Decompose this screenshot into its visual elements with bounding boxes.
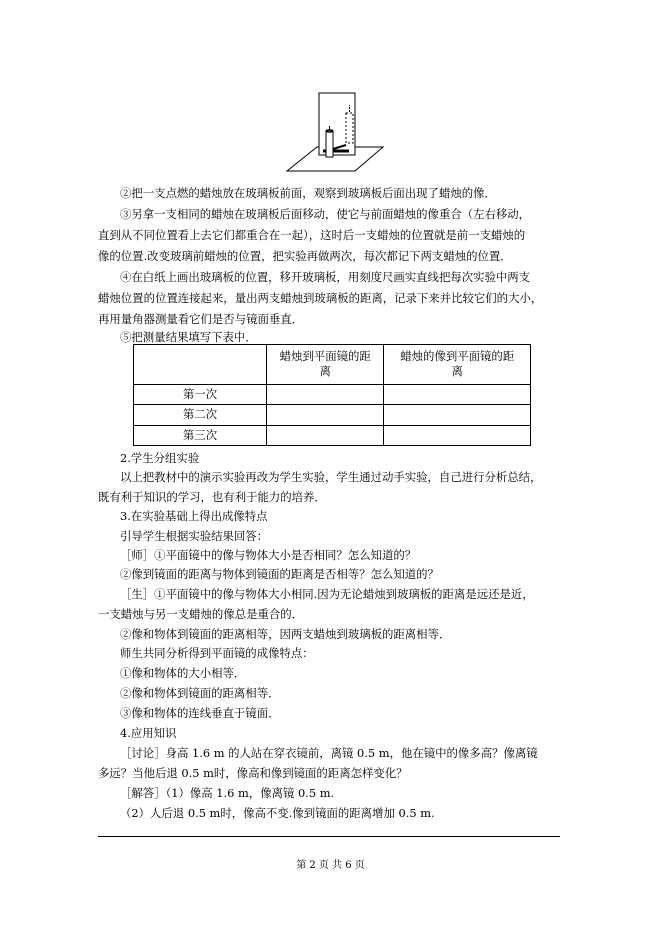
table-cell — [384, 405, 531, 425]
table-cell — [267, 384, 384, 404]
text-line: 多远？当他后退 0.5 m时，像高和像到镜面的距离怎样变化？ — [98, 766, 408, 780]
table-cell — [384, 425, 531, 445]
text-line: 3.在实验基础上得出成像特点 — [120, 509, 268, 523]
text-line: 像的位置.改变玻璃前蜡烛的位置，把实验再做两次，每次都记下两支蜡烛的位置． — [98, 249, 512, 263]
header-line: 离 — [451, 364, 463, 379]
text-line: 直到从不同位置看上去它们都重合在一起），这时后一支蜡烛的位置就是前一支蜡烛的 — [98, 228, 526, 242]
text-line: ［解答］（1）像高 1.6 m，像离镜 0.5 m. — [120, 786, 335, 800]
table-header-candle-distance — [267, 345, 384, 385]
header-line: 蜡烛的像到平面镜的距 — [400, 349, 515, 364]
table-header-blank — [134, 345, 267, 385]
table-cell: 第二次 — [134, 405, 267, 425]
text-line: ④在白纸上画出玻璃板的位置，移开玻璃板，用刻度尺画实直线把每次实验中两支 — [120, 270, 531, 284]
table-row — [134, 405, 531, 425]
table-row — [134, 384, 531, 404]
header-line: 蜡烛到平面镜的距 — [279, 349, 371, 364]
text-line: 2.学生分组实验 — [120, 451, 200, 465]
text-line: 以上把教材中的演示实验再改为学生实验，学生通过动手实验，自己进行分析总结， — [120, 470, 542, 484]
table-cell: 第三次 — [134, 425, 267, 445]
table-header-row — [134, 345, 531, 385]
table-cell — [384, 384, 531, 404]
text-line: ②像和物体到镜面的距离相等，因两支蜡烛到玻璃板的距离相等． — [120, 627, 451, 641]
table-cell: 第一次 — [134, 384, 267, 404]
table-header-image-distance — [384, 345, 531, 385]
footer-rule — [98, 836, 560, 837]
header-line: 离 — [319, 364, 331, 379]
text-line: ［生］①平面镜中的像与物体大小相同.因为无论蜡烛到玻璃板的距离是远还是近， — [120, 587, 534, 601]
text-line: 再用量角器测量看它们是否与镜面垂直． — [98, 312, 304, 326]
text-line: 蜡烛位置的位置连接起来，量出两支蜡烛到玻璃板的距离，记录下来并比较它们的大小， — [98, 291, 543, 305]
text-line: ②像和物体到镜面的距离相等． — [120, 686, 280, 700]
experiment-figure — [285, 85, 385, 177]
table-cell — [267, 425, 384, 445]
text-line: （2）人后退 0.5 m时，像高不变.像到镜面的距离增加 0.5 m. — [120, 806, 435, 820]
text-line: ①像和物体的大小相等． — [120, 666, 246, 680]
text-line: ②把一支点燃的蜡烛放在玻璃板前面，观察到玻璃板后面出现了蜡烛的像． — [120, 186, 496, 200]
table-cell — [267, 405, 384, 425]
text-line: ③像和物体的连线垂直于镜面． — [120, 706, 280, 720]
glass-plate-apparatus-illustration — [287, 93, 383, 171]
text-line: ［讨论］身高 1.6 m 的人站在穿衣镜前，离镜 0.5 m，他在镜中的像多高？像离镜 — [120, 746, 538, 760]
text-line: ③另拿一支相同的蜡烛在玻璃板后面移动，使它与前面蜡烛的像重合（左右移动， — [120, 207, 531, 221]
text-line: ［师］①平面镜中的像与物体大小是否相同？怎么知道的？ — [120, 548, 417, 562]
text-line: 一支蜡烛与另一支蜡烛的像总是重合的． — [98, 607, 304, 621]
text-line: 师生共同分析得到平面镜的成像特点： — [120, 646, 314, 660]
text-line: 既有利于知识的学习，也有利于能力的培养． — [98, 490, 326, 504]
text-line: ⑤把测量结果填写下表中． — [120, 330, 257, 344]
table-row — [134, 425, 531, 445]
text-line: ②像到镜面的距离与物体到镜面的距离是否相等？怎么知道的？ — [120, 567, 439, 581]
page-number: 第 2 页 共 6 页 — [296, 860, 365, 871]
measurement-table — [133, 344, 531, 446]
text-line: 4.应用知识 — [120, 726, 177, 740]
text-line: 引导学生根据实验结果回答： — [120, 529, 269, 543]
